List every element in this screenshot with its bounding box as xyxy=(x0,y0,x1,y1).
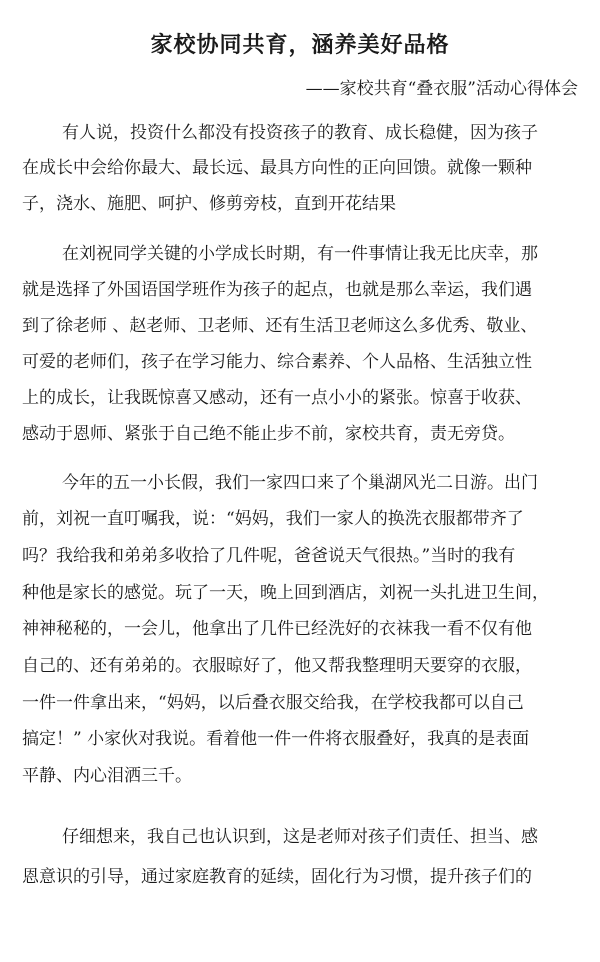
text-line: 搞定！” 小家伙对我说。看着他一件一件将衣服叠好，我真的是表面 xyxy=(22,729,530,749)
text-line: 就是选择了外国语国学班作为孩子的起点，也就是那么幸运，我们遇 xyxy=(22,280,532,300)
text-line: 平静、内心泪洒三千。 xyxy=(22,766,192,786)
text-line: 在刘祝同学关键的小学成长时期，有一件事情让我无比庆幸，那 xyxy=(62,244,538,264)
text-line: 在成长中会给你最大、最长远、最具方向性的正向回馈。就像一颗种 xyxy=(22,158,532,178)
text-line: 前，刘祝一直叮嘱我，说：“妈妈，我们一家人的换洗衣服都带齐了 xyxy=(22,509,524,529)
text-line: 自己的、还有弟弟的。衣服晾好了，他又帮我整理明天要穿的衣服， xyxy=(22,656,532,676)
text-line: 可爱的老师们，孩子在学习能力、综合素养、个人品格、生活独立性 xyxy=(22,352,532,372)
text-line: 种他是家长的感觉。玩了一天，晚上回到酒店，刘祝一头扎进卫生间， xyxy=(22,583,549,603)
text-line: 今年的五一小长假，我们一家四口来了个巢湖风光二日游。出门 xyxy=(62,473,538,493)
text-line: 有人说，投资什么都没有投资孩子的教育、成长稳健，因为孩子 xyxy=(62,123,538,143)
document-subtitle: ——家校共育“叠衣服”活动心得体会 xyxy=(305,79,578,99)
text-line: 仔细想来，我自己也认识到，这是老师对孩子们责任、担当、感 xyxy=(62,827,538,847)
text-line: 感动于恩师、紧张于自己绝不能止步不前，家校共育，责无旁贷。 xyxy=(22,424,515,444)
text-line: 子，浇水、施肥、呵护、修剪旁枝，直到开花结果 xyxy=(22,194,396,214)
text-line: 恩意识的引导，通过家庭教育的延续，固化行为习惯，提升孩子们的 xyxy=(22,867,532,887)
text-line: 神神秘秘的，一会儿，他拿出了几件已经洗好的衣袜我一看不仅有他 xyxy=(22,619,532,639)
document-title: 家校协同共育，涵养美好品格 xyxy=(150,32,450,58)
text-line: 吗？我给我和弟弟多收拾了几件呢，爸爸说天气很热。”当时的我有 xyxy=(22,546,516,566)
text-line: 到了徐老师 、赵老师、卫老师、还有生活卫老师这么多优秀、敬业、 xyxy=(22,316,538,336)
text-line: 上的成长，让我既惊喜又感动，还有一点小小的紧张。惊喜于收获、 xyxy=(22,388,532,408)
text-line: 一件一件拿出来，“妈妈，以后叠衣服交给我，在学校我都可以自己 xyxy=(22,693,524,713)
